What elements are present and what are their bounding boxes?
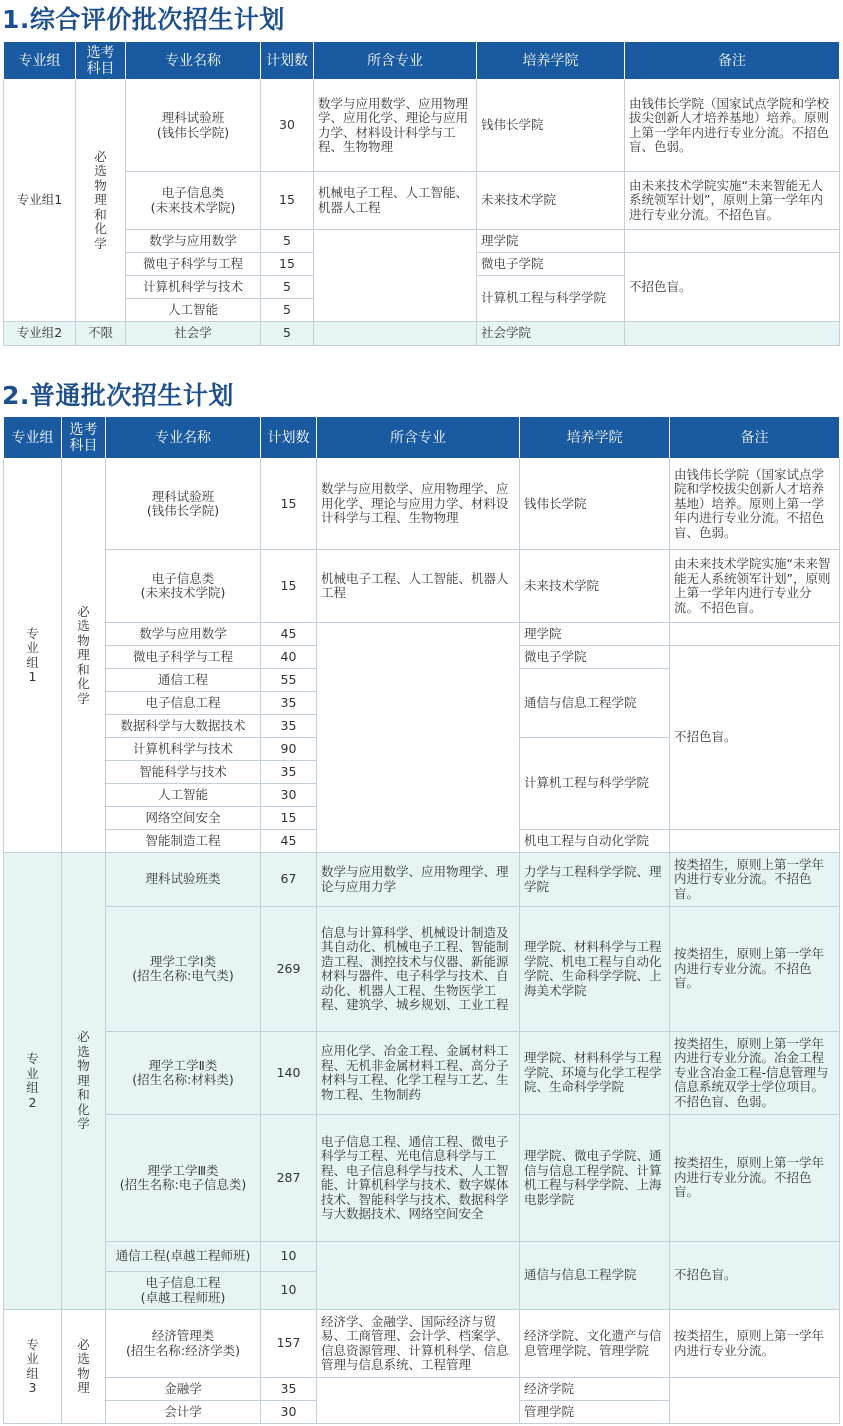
plan-count: 15 xyxy=(261,253,314,276)
plan-count: 5 xyxy=(261,230,314,253)
included-majors: 电子信息工程、通信工程、微电子科学与工程、光电信息科学与工程、电子信息科学与技术、人工智能、计算机科学与技术、数字媒体技术、智能科学与技术、数据科学与大数据技术、网络空间安全 xyxy=(317,1115,520,1242)
note-cell: 按类招生，原则上第一学年内进行专业分流。不招色盲。 xyxy=(670,907,840,1032)
table-row xyxy=(4,1032,840,1115)
table-row xyxy=(4,322,840,346)
table-header-row xyxy=(4,42,840,80)
col-header-subject: 选考科目 xyxy=(62,417,106,459)
included-majors: 信息与计算科学、机械设计制造及其自动化、机械电子工程、智能制造工程、测控技术与仪器、新能源材料与器件、电子科学与技术、自动化、机器人工程、生物医学工程、建筑学、城乡规划、工业工程 xyxy=(317,907,520,1032)
note-cell-empty xyxy=(670,623,840,646)
included-majors-empty xyxy=(317,1242,520,1310)
note-cell: 由未来技术学院实施“未来智能无人系统领军计划”，原则上第一学年内进行专业分流。不招色盲。 xyxy=(625,172,840,230)
plan-count: 35 xyxy=(261,692,317,715)
major-name: 网络空间安全 xyxy=(106,807,261,830)
plan-count: 45 xyxy=(261,830,317,853)
major-name: 理学工学Ⅱ类 (招生名称:材料类) xyxy=(106,1032,261,1115)
plan-count: 30 xyxy=(261,1401,317,1424)
col-header-majors: 所含专业 xyxy=(314,42,477,80)
note-cell: 由未来技术学院实施“未来智能无人系统领军计划”，原则上第一学年内进行专业分流。不招色盲。 xyxy=(670,550,840,623)
included-majors: 应用化学、冶金工程、金属材料工程、无机非金属材料工程、高分子材料与工程、化学工程与工艺、生物工程、生物制药 xyxy=(317,1032,520,1115)
college-cell: 经济学院、文化遗产与信息管理学院、管理学院 xyxy=(520,1310,670,1378)
note-cell: 不招色盲。 xyxy=(625,253,840,322)
plan-count: 90 xyxy=(261,738,317,761)
major-name: 微电子科学与工程 xyxy=(106,646,261,669)
plan-count: 40 xyxy=(261,646,317,669)
col-header-college: 培养学院 xyxy=(477,42,625,80)
col-header-name: 专业名称 xyxy=(106,417,261,459)
included-majors: 机械电子工程、人工智能、机器人工程 xyxy=(314,172,477,230)
col-header-note: 备注 xyxy=(670,417,840,459)
group-cell: 专业组3 xyxy=(4,1310,62,1424)
plan-count: 35 xyxy=(261,715,317,738)
table-row xyxy=(4,1310,840,1378)
major-name: 理科试验班 (钱伟长学院) xyxy=(126,80,261,172)
college-cell: 力学与工程科学学院、理学院 xyxy=(520,853,670,907)
group-cell: 专业组1 xyxy=(4,459,62,853)
col-header-note: 备注 xyxy=(625,42,840,80)
major-name: 理学工学Ⅰ类 (招生名称:电气类) xyxy=(106,907,261,1032)
college-cell: 计算机工程与科学学院 xyxy=(520,738,670,830)
note-cell: 由钱伟长学院（国家试点学院和学校拔尖创新人才培养基地）培养。原则上第一学年内进行专业分流。不招色盲、色弱。 xyxy=(625,80,840,172)
included-majors: 数学与应用数学、应用物理学、应用化学、理论与应用力学、材料设计科学与工程、生物物理 xyxy=(317,459,520,550)
table-row xyxy=(4,230,840,253)
subject-cell: 必选物理和化学 xyxy=(76,80,126,322)
included-majors: 经济学、金融学、国际经济与贸易、工商管理、会计学、档案学、信息资源管理、计算机科学、信息管理与信息系统、工程管理 xyxy=(317,1310,520,1378)
college-cell: 微电子学院 xyxy=(520,646,670,669)
subject-cell: 不限 xyxy=(76,322,126,346)
group-cell: 专业组2 xyxy=(4,853,62,1310)
group-cell: 专业组2 xyxy=(4,322,76,346)
table-row xyxy=(4,907,840,1032)
subject-cell: 必选物理和化学 xyxy=(62,459,106,853)
major-name: 计算机科学与技术 xyxy=(126,276,261,299)
major-name: 计算机科学与技术 xyxy=(106,738,261,761)
plan-count: 67 xyxy=(261,853,317,907)
major-name: 理科试验班类 xyxy=(106,853,261,907)
major-name: 经济管理类 (招生名称:经济学类) xyxy=(106,1310,261,1378)
included-majors: 数学与应用数学、应用物理学、理论与应用力学 xyxy=(317,853,520,907)
table-row xyxy=(4,1115,840,1242)
note-cell-empty xyxy=(670,830,840,853)
major-name: 数学与应用数学 xyxy=(106,623,261,646)
plan-count: 140 xyxy=(261,1032,317,1115)
major-name: 数据科学与大数据技术 xyxy=(106,715,261,738)
major-name: 金融学 xyxy=(106,1378,261,1401)
college-cell: 管理学院 xyxy=(520,1401,670,1424)
major-name: 理学工学Ⅲ类 (招生名称:电子信息类) xyxy=(106,1115,261,1242)
table-row xyxy=(4,550,840,623)
plan-count: 15 xyxy=(261,807,317,830)
group-cell: 专业组1 xyxy=(4,80,76,322)
major-name: 微电子科学与工程 xyxy=(126,253,261,276)
college-cell: 未来技术学院 xyxy=(520,550,670,623)
included-majors: 机械电子工程、人工智能、机器人工程 xyxy=(317,550,520,623)
table-row xyxy=(4,853,840,907)
college-cell: 理学院、材料科学与工程学院、环境与化学工程学院、生命科学学院 xyxy=(520,1032,670,1115)
note-cell: 按类招生，原则上第一学年内进行专业分流。不招色盲。 xyxy=(670,1115,840,1242)
college-cell: 未来技术学院 xyxy=(477,172,625,230)
col-header-count: 计划数 xyxy=(261,417,317,459)
col-header-count: 计划数 xyxy=(261,42,314,80)
college-cell: 通信与信息工程学院 xyxy=(520,669,670,738)
plan-count: 10 xyxy=(261,1272,317,1310)
college-cell: 经济学院 xyxy=(520,1378,670,1401)
plan-count: 157 xyxy=(261,1310,317,1378)
major-name: 通信工程 xyxy=(106,669,261,692)
college-cell: 计算机工程与科学学院 xyxy=(477,276,625,322)
plan-count: 35 xyxy=(261,1378,317,1401)
college-cell: 钱伟长学院 xyxy=(520,459,670,550)
college-cell: 通信与信息工程学院 xyxy=(520,1242,670,1310)
college-cell: 理学院、微电子学院、通信与信息工程学院、计算机工程与科学学院、上海电影学院 xyxy=(520,1115,670,1242)
note-cell-empty xyxy=(625,230,840,253)
table-row xyxy=(4,623,840,646)
col-header-name: 专业名称 xyxy=(126,42,261,80)
section2-title: 2.普通批次招生计划 xyxy=(2,381,234,410)
section1-title: 1.综合评价批次招生计划 xyxy=(2,5,285,34)
college-cell: 机电工程与自动化学院 xyxy=(520,830,670,853)
college-cell: 理学院、材料科学与工程学院、机电工程与自动化学院、生命科学学院、上海美术学院 xyxy=(520,907,670,1032)
college-cell: 钱伟长学院 xyxy=(477,80,625,172)
note-cell: 不招色盲。 xyxy=(670,1242,840,1310)
plan-count: 15 xyxy=(261,550,317,623)
table-row xyxy=(4,172,840,230)
note-cell: 按类招生，原则上第一学年内进行专业分流。不招色盲。 xyxy=(670,853,840,907)
plan-count: 269 xyxy=(261,907,317,1032)
plan-count: 30 xyxy=(261,784,317,807)
major-name: 智能制造工程 xyxy=(106,830,261,853)
note-cell: 不招色盲。 xyxy=(670,646,840,830)
included-majors: 数学与应用数学、应用物理学、应用化学、理论与应用力学、材料设计科学与工程、生物物理 xyxy=(314,80,477,172)
major-name: 社会学 xyxy=(126,322,261,346)
plan-count: 55 xyxy=(261,669,317,692)
included-majors-empty xyxy=(317,1378,520,1424)
major-name: 电子信息工程 (卓越工程师班) xyxy=(106,1272,261,1310)
note-cell: 按类招生，原则上第一学年内进行专业分流。冶金工程专业含冶金工程-信息管理与信息系统双学士学位项目。不招色盲、色弱。 xyxy=(670,1032,840,1115)
col-header-group: 专业组 xyxy=(4,417,62,459)
plan-count: 10 xyxy=(261,1242,317,1272)
col-header-majors: 所含专业 xyxy=(317,417,520,459)
college-cell: 理学院 xyxy=(477,230,625,253)
col-header-subject: 选考科目 xyxy=(76,42,126,80)
table-row xyxy=(4,459,840,550)
comprehensive-plan-table xyxy=(3,41,840,346)
major-name: 电子信息类 (未来技术学院) xyxy=(106,550,261,623)
college-cell: 社会学院 xyxy=(477,322,625,346)
table-row xyxy=(4,1378,840,1401)
major-name: 人工智能 xyxy=(126,299,261,322)
major-name: 数学与应用数学 xyxy=(126,230,261,253)
note-cell: 按类招生，原则上第一学年内进行专业分流。 xyxy=(670,1310,840,1378)
subject-cell: 必选物理和化学 xyxy=(62,853,106,1310)
included-majors-empty xyxy=(317,623,520,853)
plan-count: 15 xyxy=(261,172,314,230)
plan-count: 30 xyxy=(261,80,314,172)
college-cell: 理学院 xyxy=(520,623,670,646)
major-name: 电子信息工程 xyxy=(106,692,261,715)
general-plan-table xyxy=(3,416,840,1424)
plan-count: 5 xyxy=(261,276,314,299)
major-name: 通信工程(卓越工程师班) xyxy=(106,1242,261,1272)
plan-count: 5 xyxy=(261,322,314,346)
table-row xyxy=(4,1242,840,1272)
plan-count: 5 xyxy=(261,299,314,322)
note-cell-empty xyxy=(670,1378,840,1424)
plan-count: 15 xyxy=(261,459,317,550)
plan-count: 35 xyxy=(261,761,317,784)
plan-count: 287 xyxy=(261,1115,317,1242)
subject-cell: 必选物理 xyxy=(62,1310,106,1424)
major-name: 理科试验班 (钱伟长学院) xyxy=(106,459,261,550)
college-cell: 微电子学院 xyxy=(477,253,625,276)
note-cell: 由钱伟长学院（国家试点学院和学校拔尖创新人才培养基地）培养。原则上第一学年内进行专业分流。不招色盲、色弱。 xyxy=(670,459,840,550)
col-header-group: 专业组 xyxy=(4,42,76,80)
col-header-college: 培养学院 xyxy=(520,417,670,459)
major-name: 电子信息类 (未来技术学院) xyxy=(126,172,261,230)
plan-count: 45 xyxy=(261,623,317,646)
included-majors-empty xyxy=(314,230,477,322)
note-cell-empty xyxy=(625,322,840,346)
included-majors-empty xyxy=(314,322,477,346)
major-name: 会计学 xyxy=(106,1401,261,1424)
table-header-row xyxy=(4,417,840,459)
major-name: 智能科学与技术 xyxy=(106,761,261,784)
table-row xyxy=(4,80,840,172)
major-name: 人工智能 xyxy=(106,784,261,807)
